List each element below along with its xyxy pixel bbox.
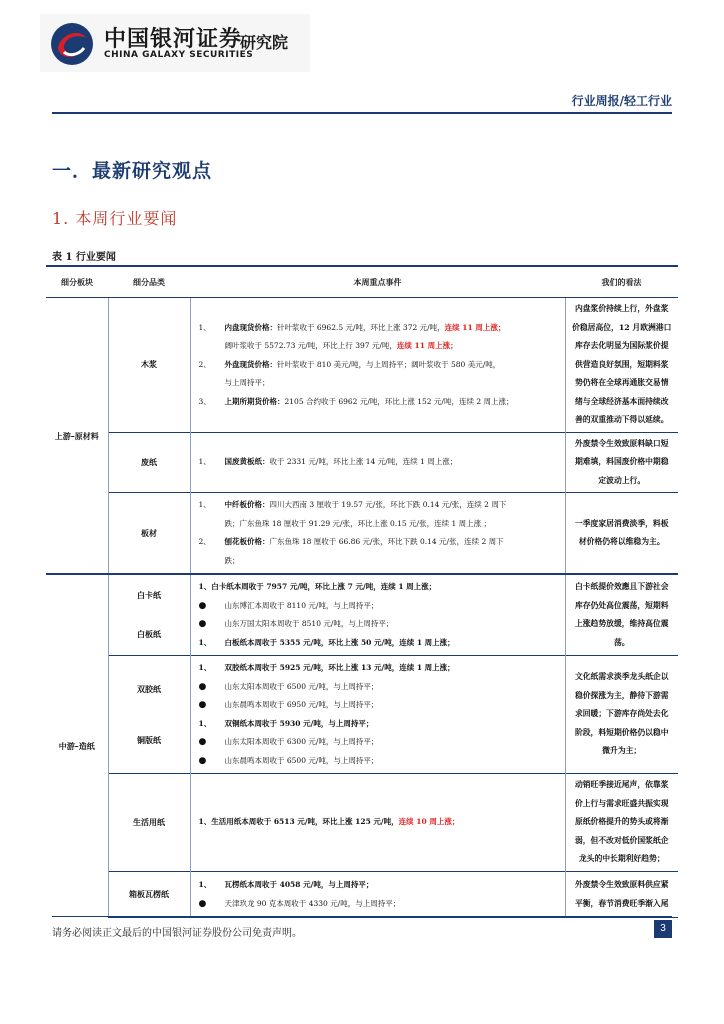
header-view: 我们的看法 xyxy=(565,266,678,298)
header-rule xyxy=(52,112,672,114)
events-cell: 1、 中纤板价格：四川大西南 3 厘收于 19.57 元/张，环比下跌 0.14 元/张，连续 2 周下 跌；广东鱼珠 18 厘收于 91.29 元/张，环比上涨 0.15 元/张，连续 1 周上涨 ； 2、 刨花板价格：广东鱼珠 18 厘收于 66.86 元/张，环比下跌 0.14 元/张，连续 2 周下 跌； xyxy=(190,493,565,575)
category-cell: 双胶纸 铜版纸 xyxy=(108,656,190,774)
galaxy-logo-icon xyxy=(50,22,94,66)
category-cell: 生活用纸 xyxy=(108,774,190,872)
footer-disclaimer: 请务必阅读正文最后的中国银河证券股份公司免责声明。 xyxy=(52,928,302,939)
events-cell: 1、白卡纸本周收于 7957 元/吨，环比上涨 7 元/吨，连续 1 周上涨； ● 山东博汇本周收于 8110 元/吨，与上周持平； ● 山东万国太阳本周收于 8510 元/吨，与上周持平； 1、 白板纸本周收于 5355 元/吨，环比上涨 50 元/吨，连续 1 周上涨； xyxy=(190,574,565,656)
category-cell: 木浆 xyxy=(108,298,190,433)
logo-company-name: 中国银河证券 xyxy=(104,27,243,52)
view-cell: 一季度家居消费淡季，料板材价格仍将以维稳为主。 xyxy=(565,493,678,575)
events-cell: 1、 国废黄板纸：收于 2331 元/吨，环比上涨 14 元/吨，连续 1 周上涨； xyxy=(190,432,565,493)
table-row xyxy=(46,656,678,774)
events-cell: 1、 瓦楞纸本周收于 4058 元/吨，与上周持平； ● 天津玖龙 90 克本周收于 4330 元/吨，与上周持平； xyxy=(190,872,565,918)
subsection-heading: 1. 本周行业要闻 xyxy=(52,209,178,228)
view-cell: 外废禁令生效致原料缺口短期难填，料国废价格中期稳定波动上行。 xyxy=(565,432,678,493)
industry-news-table xyxy=(46,265,678,918)
view-cell: 内盘浆价持续上行，外盘浆价稳居高位，12 月欧洲港口库存去化明显为国际浆价提供营造良好氛围，短期料浆势仍将在全球再通胀交易情绪与全球经济基本面持续改善的双重推动下得以延续。 xyxy=(565,298,678,433)
table-row xyxy=(46,574,678,656)
events-cell: 1、生活用纸本周收于 6513 元/吨，环比上涨 125 元/吨，连续 10 周上涨； xyxy=(190,774,565,872)
header-events: 本周重点事件 xyxy=(190,266,565,298)
header-segment: 细分板块 xyxy=(46,266,108,298)
view-cell: 外废禁令生效致原料供应紧平衡，春节消费旺季渐入尾 xyxy=(565,872,678,918)
segment-cell: 上游–原材料 xyxy=(46,298,108,575)
logo-institute: 研究院 xyxy=(240,33,289,52)
events-cell: 1、 内盘现货价格：针叶浆收于 6962.5 元/吨，环比上涨 372 元/吨，连续 11 周上涨； 阔叶浆收于 5572.73 元/吨，环比上行 397 元/吨，连续 11 周上涨； 2、 外盘现货价格：针叶浆收于 810 美元/吨，与上周持平；阔叶浆收于 580 美元/吨， 与上周持平； 3、 上期所期货价格：2105 合约收于 6962 元/吨，环比上涨 152 元/吨，连续 2 周上涨； xyxy=(190,298,565,433)
report-type: 行业周报/轻工行业 xyxy=(571,94,672,108)
table-row xyxy=(46,493,678,575)
table-row xyxy=(46,774,678,872)
header-category: 细分品类 xyxy=(108,266,190,298)
table-caption: 表 1 行业要闻 xyxy=(52,252,116,263)
table-row xyxy=(46,298,678,433)
view-cell: 文化纸需求淡季龙头纸企以稳价探涨为主，静待下游需求回暖；下游库存尚处去化阶段，料短期价格仍以稳中微升为主； xyxy=(565,656,678,774)
view-cell: 白卡纸提价效應且下游社会库存仍处高位震荡，短期料上涨趋势放缓，维持高位震荡。 xyxy=(565,574,678,656)
page-number: 3 xyxy=(654,920,672,938)
segment-cell: 中游–造纸 xyxy=(46,574,108,918)
table-row xyxy=(46,872,678,918)
events-cell: 1、 双胶纸本周收于 5925 元/吨，环比上涨 13 元/吨，连续 1 周上涨； ● 山东太阳本周收于 6500 元/吨，与上周持平； ● 山东晨鸣本周收于 6950 元/吨，与上周持平； 1、 双铜纸本周收于 5930 元/吨，与上周持平； ● 山东太阳本周收于 6300 元/吨，与上周持平； ● 山东晨鸣本周收于 6500 元/吨，与上周持平； xyxy=(190,656,565,774)
footer-rule xyxy=(52,916,672,917)
category-cell: 废纸 xyxy=(108,432,190,493)
table-header-row xyxy=(46,266,678,298)
company-logo xyxy=(40,14,310,72)
category-cell: 箱板瓦楞纸 xyxy=(108,872,190,918)
category-cell: 板材 xyxy=(108,493,190,575)
logo-english-name: CHINA GALAXY SECURITIES xyxy=(104,50,254,60)
category-cell: 白卡纸 白板纸 xyxy=(108,574,190,656)
view-cell: 动销旺季接近尾声，依靠浆价上行与需求旺盛共振实现原纸价格提升的势头或将渐弱，但不改对低价国浆纸企龙头的中长期利好趋势； xyxy=(565,774,678,872)
section-heading: 一．最新研究观点 xyxy=(52,160,213,182)
table-row xyxy=(46,432,678,493)
